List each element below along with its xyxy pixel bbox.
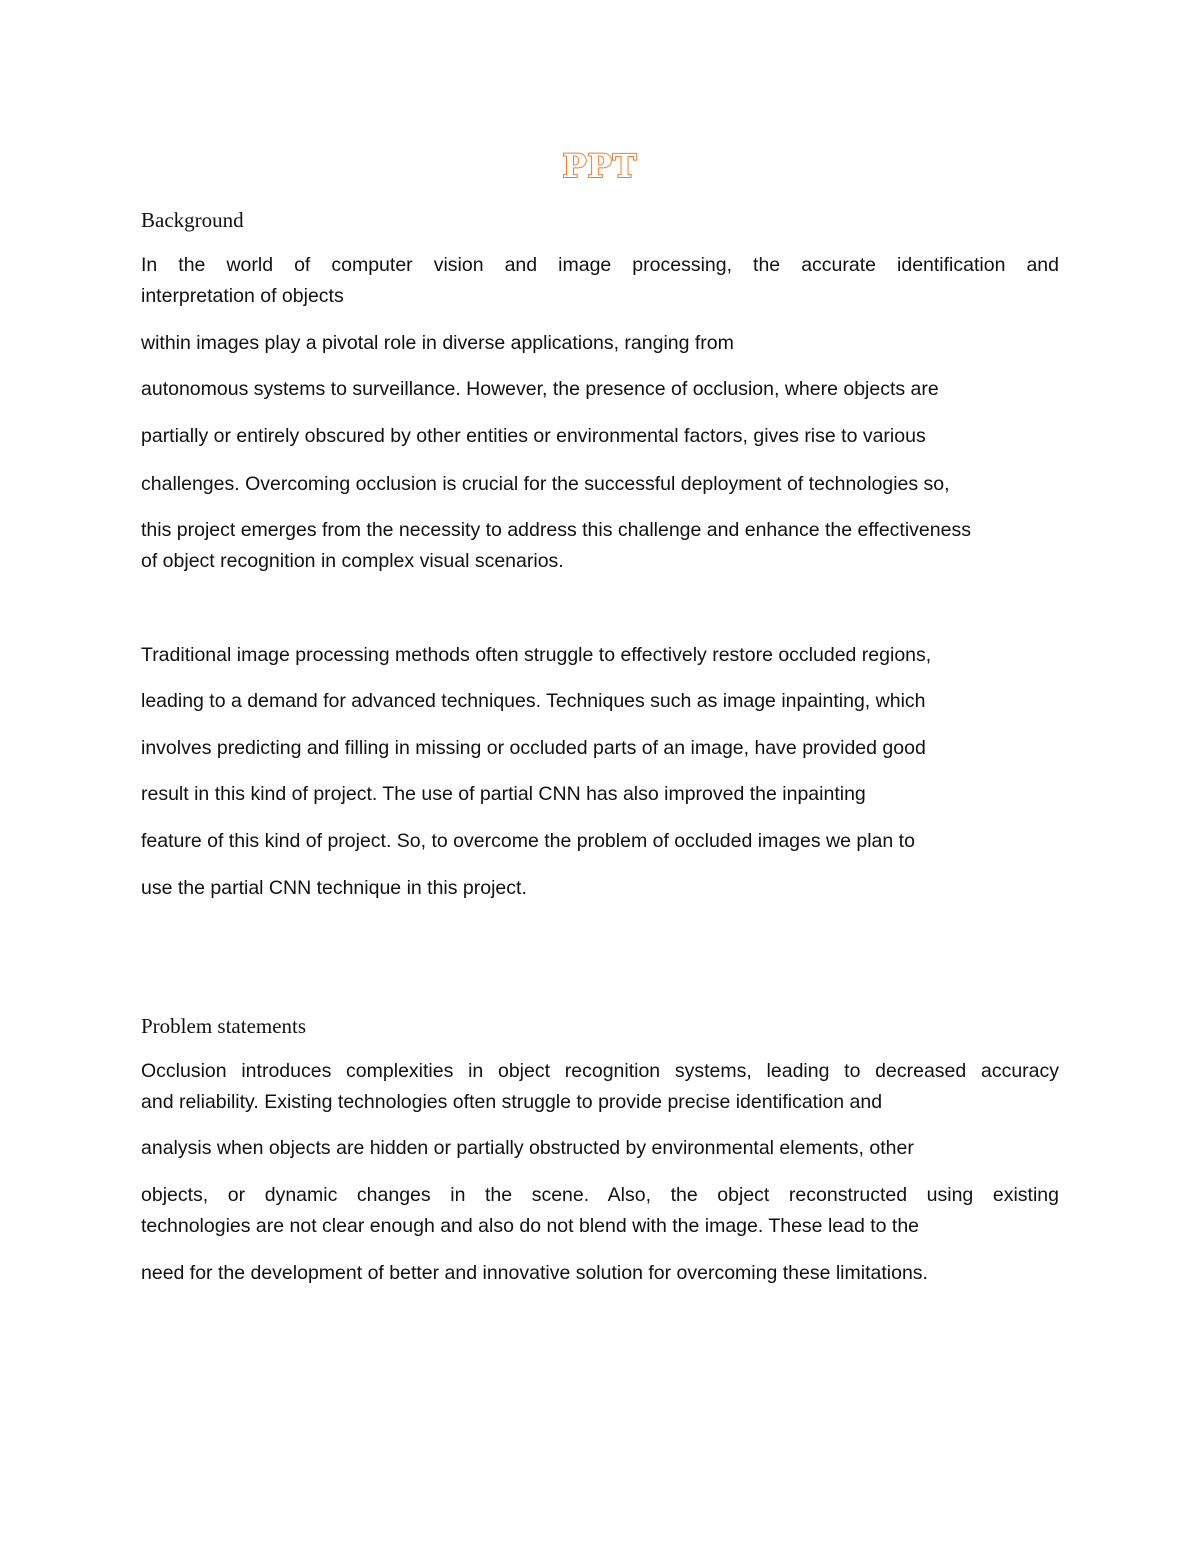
background-line-11: involves predicting and filling in missing or occluded parts of an image, have provided good	[141, 737, 926, 759]
background-line-7: this project emerges from the necessity to address this challenge and enhance the effectiveness	[141, 519, 971, 541]
problem-line-2: and reliability. Existing technologies often struggle to provide precise identification and	[141, 1091, 883, 1113]
problem-line-3: analysis when objects are hidden or partially obstructed by environmental elements, other	[141, 1137, 914, 1159]
background-line-13: feature of this kind of project. So, to overcome the problem of occluded images we plan to	[141, 830, 915, 852]
background-line-10: leading to a demand for advanced techniques. Techniques such as image inpainting, which	[141, 690, 926, 712]
problem-heading: Problem statements	[141, 1014, 307, 1038]
background-line-2: interpretation of objects	[141, 285, 344, 307]
background-line-9: Traditional image processing methods often struggle to effectively restore occluded regions,	[141, 644, 932, 666]
background-line-5: partially or entirely obscured by other entities or environmental factors, gives rise to various	[141, 425, 926, 447]
problem-line-6: need for the development of better and innovative solution for overcoming these limitations.	[141, 1262, 928, 1284]
problem-line-4: objects, or dynamic changes in the scene. Also, the object reconstructed using existing	[141, 1184, 1059, 1206]
background-line-4: autonomous systems to surveillance. However, the presence of occlusion, where objects are	[141, 378, 939, 400]
background-line-1: In the world of computer vision and image processing, the accurate identification and	[141, 254, 1059, 276]
background-line-14: use the partial CNN technique in this project.	[141, 877, 527, 899]
background-line-3: within images play a pivotal role in diverse applications, ranging from	[141, 332, 734, 354]
problem-line-5: technologies are not clear enough and also do not blend with the image. These lead to the	[141, 1215, 920, 1237]
background-line-12: result in this kind of project. The use of partial CNN has also improved the inpainting	[141, 783, 866, 805]
background-heading: Background	[141, 208, 244, 232]
background-line-6: challenges. Overcoming occlusion is crucial for the successful deployment of technologies so,	[141, 473, 950, 495]
background-line-8: of object recognition in complex visual scenarios.	[141, 550, 564, 572]
problem-line-1: Occlusion introduces complexities in object recognition systems, leading to decreased accuracy	[141, 1060, 1059, 1082]
document-title: PPT	[562, 147, 638, 185]
